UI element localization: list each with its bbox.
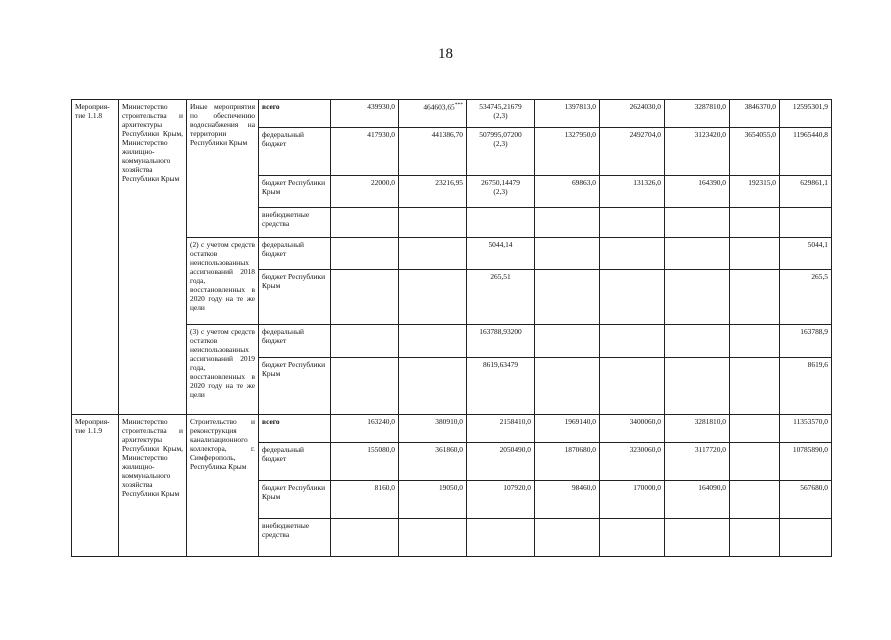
value-cell: 5044,14 [467, 238, 535, 270]
value-cell: 380910,0 [399, 415, 467, 443]
value-cell [730, 519, 780, 557]
value-cell: 8619,6 [780, 358, 832, 415]
activity-name: Строительство и реконструкция канализационного коллектора, г. Симферополь, Республика Крым [187, 415, 259, 557]
page-number: 18 [438, 46, 453, 62]
value-cell [331, 325, 399, 358]
value-cell: 170000,0 [600, 481, 665, 519]
value-cell [665, 325, 730, 358]
value-cell [399, 325, 467, 358]
activity-name: Иные мероприятия по обеспечению водоснабжения на территории Республики Крым [187, 100, 259, 238]
value-cell [467, 519, 535, 557]
value-cell: 3117720,0 [665, 443, 730, 481]
value-cell [600, 208, 665, 238]
value-cell [331, 519, 399, 557]
source-label: бюджет Республики Крым [259, 358, 331, 415]
value-cell: 265,51 [467, 270, 535, 325]
source-label: бюджет Республики Крым [259, 481, 331, 519]
value-cell: 629861,1 [780, 176, 832, 208]
value-cell: 23216,95 [399, 176, 467, 208]
value-cell: 98460,0 [535, 481, 600, 519]
value-cell: 3654055,0 [730, 128, 780, 176]
value-cell [730, 238, 780, 270]
value-cell [665, 270, 730, 325]
value-cell [467, 208, 535, 238]
value-cell [600, 519, 665, 557]
value-cell [665, 519, 730, 557]
value-cell [665, 358, 730, 415]
value-cell: 11965440,8 [780, 128, 832, 176]
value-cell [331, 358, 399, 415]
value-cell [399, 358, 467, 415]
value-cell: 11353570,0 [780, 415, 832, 443]
value-cell: 3230060,0 [600, 443, 665, 481]
source-label: федеральный бюджет [259, 443, 331, 481]
value-cell: 2492704,0 [600, 128, 665, 176]
value-cell: 361860,0 [399, 443, 467, 481]
value-cell [399, 519, 467, 557]
value-cell [730, 358, 780, 415]
value-cell: 567680,0 [780, 481, 832, 519]
value-cell: 534745,21679 (2,3) [467, 100, 535, 128]
value-cell: 1969140,0 [535, 415, 600, 443]
source-label: всего [259, 100, 331, 128]
value-cell [730, 208, 780, 238]
value-cell: 22000,0 [331, 176, 399, 208]
source-label: федеральный бюджет [259, 238, 331, 270]
value-cell [600, 325, 665, 358]
value-cell [600, 358, 665, 415]
value-cell: 19050,0 [399, 481, 467, 519]
value-cell: 2624030,0 [600, 100, 665, 128]
source-label: всего [259, 415, 331, 443]
value-cell: 10785890,0 [780, 443, 832, 481]
value-cell: 3846370,0 [730, 100, 780, 128]
value-cell: 1870680,0 [535, 443, 600, 481]
value-cell [331, 270, 399, 325]
value-cell [535, 238, 600, 270]
value-cell: 8160,0 [331, 481, 399, 519]
value-cell [730, 325, 780, 358]
value-cell: 2158410,0 [467, 415, 535, 443]
value-cell [780, 519, 832, 557]
value-cell: 131326,0 [600, 176, 665, 208]
value-cell: 3287810,0 [665, 100, 730, 128]
value-cell: 107920,0 [467, 481, 535, 519]
footnote-mark: *** [454, 102, 463, 108]
value-cell: 69863,0 [535, 176, 600, 208]
value-cell [535, 208, 600, 238]
value-cell: 26750,14479 (2,3) [467, 176, 535, 208]
activity-name: (3) с учетом средств остатков неиспользованных ассигнований 2019 года, восстановленных в 2020 году на те же цели [187, 325, 259, 415]
value-cell: 507995,07200 (2,3) [467, 128, 535, 176]
source-label: внебюджетные средства [259, 519, 331, 557]
value-cell [665, 208, 730, 238]
value-cell: 163788,9 [780, 325, 832, 358]
value-cell: 12595301,9 [780, 100, 832, 128]
value-cell [331, 208, 399, 238]
value-cell: 417930,0 [331, 128, 399, 176]
table-row [72, 415, 832, 443]
value-cell: 1397813,0 [535, 100, 600, 128]
value-cell: 2050490,0 [467, 443, 535, 481]
value-cell [535, 325, 600, 358]
value-cell [600, 270, 665, 325]
source-label: федеральный бюджет [259, 325, 331, 358]
value-cell [399, 238, 467, 270]
executor: Министерство строительства и архитектуры Республики Крым, Министерство жилищно-коммунального хозяйства Республики Крым [119, 100, 187, 415]
value-cell [600, 238, 665, 270]
source-label: федеральный бюджет [259, 128, 331, 176]
value-cell: 155080,0 [331, 443, 399, 481]
value-cell: 464603,65*** [399, 100, 467, 128]
budget-table [71, 99, 832, 557]
value-cell [535, 519, 600, 557]
executor: Министерство строительства и архитектуры Республики Крым, Министерство жилищно-коммунального хозяйства Республики Крым [119, 415, 187, 557]
value-cell: 5044,1 [780, 238, 832, 270]
value-cell [780, 208, 832, 238]
source-label: бюджет Республики Крым [259, 176, 331, 208]
value-cell [535, 270, 600, 325]
value-cell [399, 208, 467, 238]
value-cell: 439930,0 [331, 100, 399, 128]
value-cell [730, 415, 780, 443]
activity-id: Мероприя-тие 1.1.9 [72, 415, 119, 557]
activity-name: (2) с учетом средств остатков неиспользованных ассигнований 2018 года, восстановленных в 2020 году на те же цели [187, 238, 259, 325]
value-cell [730, 270, 780, 325]
table-row [72, 100, 832, 128]
value-cell: 163788,93200 [467, 325, 535, 358]
value-cell [399, 270, 467, 325]
value-cell: 441386,70 [399, 128, 467, 176]
value-cell: 164390,0 [665, 176, 730, 208]
value-cell [331, 238, 399, 270]
value-cell [665, 238, 730, 270]
value-cell: 265,5 [780, 270, 832, 325]
value-cell: 3123420,0 [665, 128, 730, 176]
source-label: внебюджетные средства [259, 208, 331, 238]
value-cell: 3400060,0 [600, 415, 665, 443]
value-cell: 163240,0 [331, 415, 399, 443]
value-cell: 3281810,0 [665, 415, 730, 443]
value-cell [730, 443, 780, 481]
value-cell: 1327950,0 [535, 128, 600, 176]
value-cell [535, 358, 600, 415]
activity-id: Мероприя-тие 1.1.8 [72, 100, 119, 415]
value-cell: 8619,63479 [467, 358, 535, 415]
value-cell: 192315,0 [730, 176, 780, 208]
source-label: бюджет Республики Крым [259, 270, 331, 325]
value-cell [730, 481, 780, 519]
value-cell: 164090,0 [665, 481, 730, 519]
